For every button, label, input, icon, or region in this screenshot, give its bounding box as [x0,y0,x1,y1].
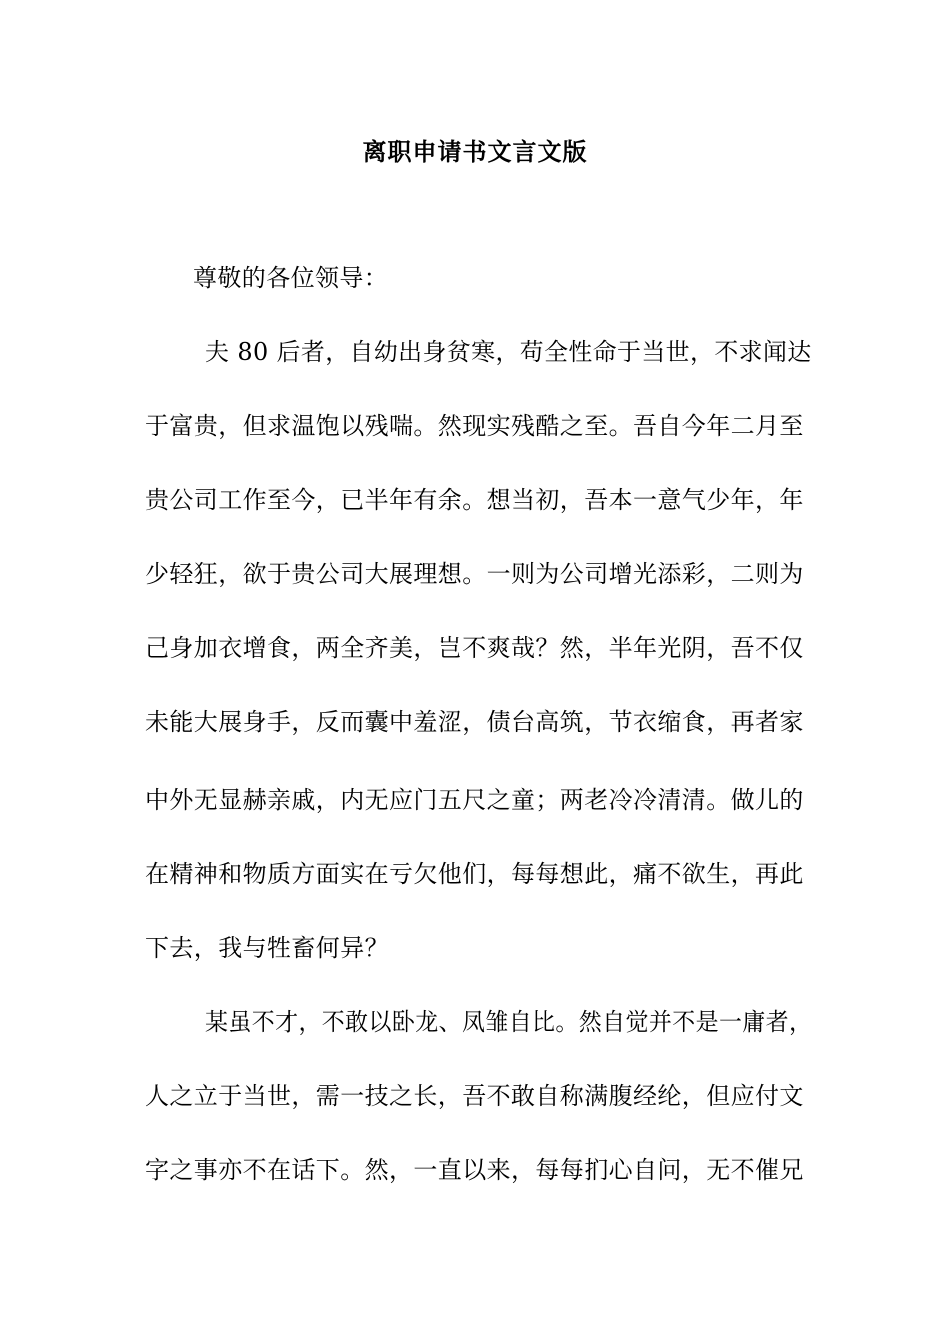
paragraph-line: 于富贵，但求温饱以残喘。然现实残酷之至。吾自今年二月至 [145,412,804,440]
paragraph-line: 在精神和物质方面实在亏欠他们，每每想此，痛不欲生，再此 [145,860,804,888]
paragraph-line: 贵公司工作至今，已半年有余。想当初，吾本一意气少年，年 [145,486,804,514]
paragraph-line: 人之立于当世，需一技之长，吾不敢自称满腹经纶，但应付文 [145,1082,804,1110]
salutation: 尊敬的各位领导： [193,264,389,292]
document-title: 离职申请书文言文版 [362,137,588,166]
paragraph-line: 少轻狂，欲于贵公司大展理想。一则为公司增光添彩，二则为 [145,560,804,588]
paragraph-line: 未能大展身手，反而囊中羞涩，债台高筑，节衣缩食，再者家 [145,708,804,736]
paragraph-line: 下去，我与牲畜何异？ [145,934,389,962]
paragraph-line: 己身加衣增食，两全齐美，岂不爽哉？然，半年光阴，吾不仅 [145,634,804,662]
paragraph-line: 字之事亦不在话下。然，一直以来，每每扪心自问，无不催兄 [145,1156,804,1184]
paragraph-line: 夫 80 后者，自幼出身贫寒，苟全性命于当世，不求闻达 [205,338,812,366]
paragraph-line: 某虽不才，不敢以卧龙、凤雏自比。然自觉并不是一庸者， [205,1008,813,1036]
paragraph-line: 中外无显赫亲戚，内无应门五尺之童；两老冷冷清清。做儿的 [145,786,804,814]
